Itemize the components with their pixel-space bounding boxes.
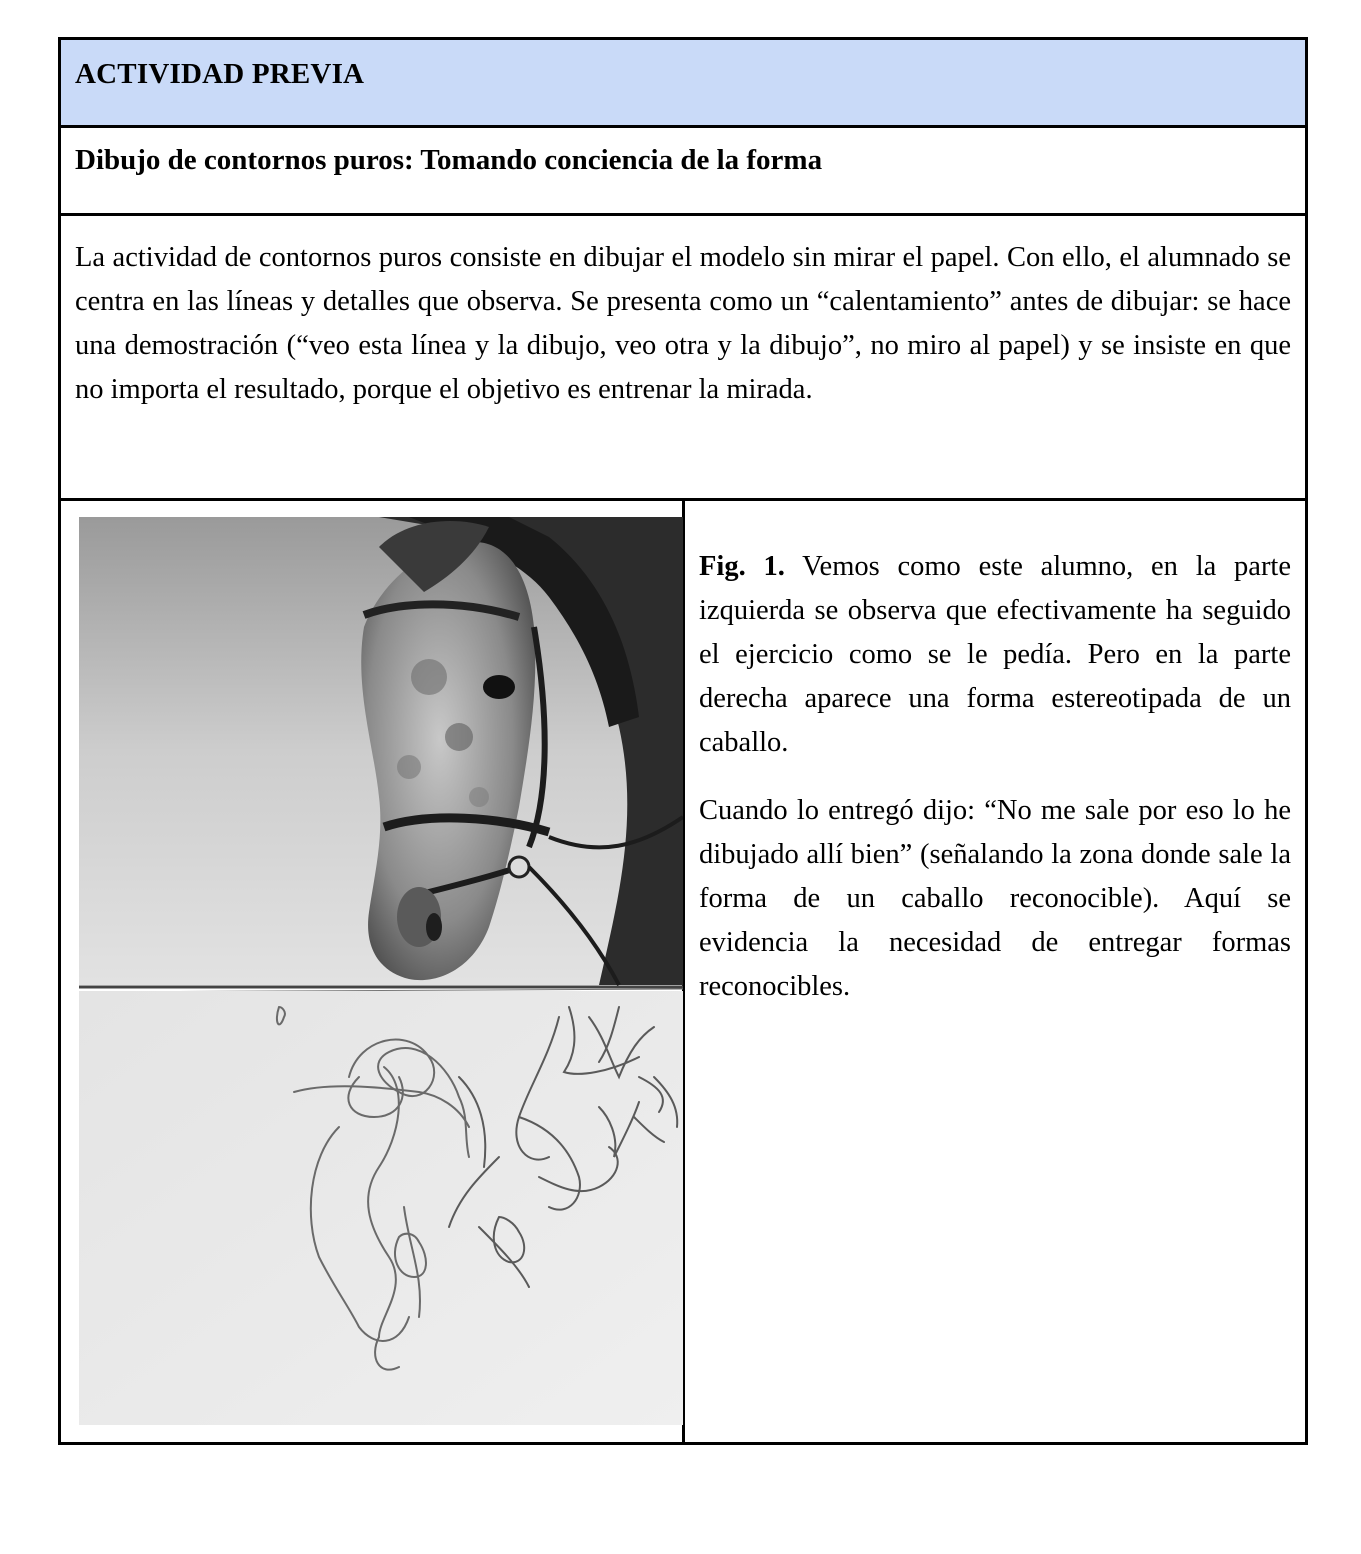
title-row [61,128,1305,216]
activity-description: La actividad de contornos puros consiste en dibujar el modelo sin mirar el papel. Con ello, el alumnado se centra en las líneas y detalles que observa. Se presenta como un “calentamiento” antes de dibujar: se hace una demostración (“veo esta línea y la dibujo, veo otra y la dibujo”, no miro al papel) y se insiste en que no importa el resultado, porque el objetivo es entrenar la mirada. [75,242,1291,405]
figure-caption-paragraph [699,545,1291,765]
figure-label: Fig. 1. [699,551,785,582]
figure-caption-text: Vemos como este alumno, en la parte izquierda se observa que efectivamente ha seguido el ejercicio como se le pedía. Pero en la parte derecha aparece una forma estereotipada de un caballo. [699,551,1292,758]
description-row [61,216,1305,501]
figure-row [61,501,1305,1442]
activity-table [58,37,1308,1445]
figure-comment-paragraph: Cuando lo entregó dijo: “No me sale por eso lo he dibujado allí bien” (señalando la zona donde sale la forma de un caballo reconocible). Aquí se evidencia la necesidad de entregar formas reconocibles. [699,795,1291,1002]
figure-caption-cell [685,501,1305,1442]
horse-photo-and-drawing-image [79,517,683,1425]
header-row [61,40,1305,128]
figure-image-cell [61,501,685,1442]
figure-caption [699,545,1291,1033]
activity-title: Dibujo de contornos puros: Tomando conciencia de la forma [75,144,823,176]
section-heading: ACTIVIDAD PREVIA [75,58,365,90]
